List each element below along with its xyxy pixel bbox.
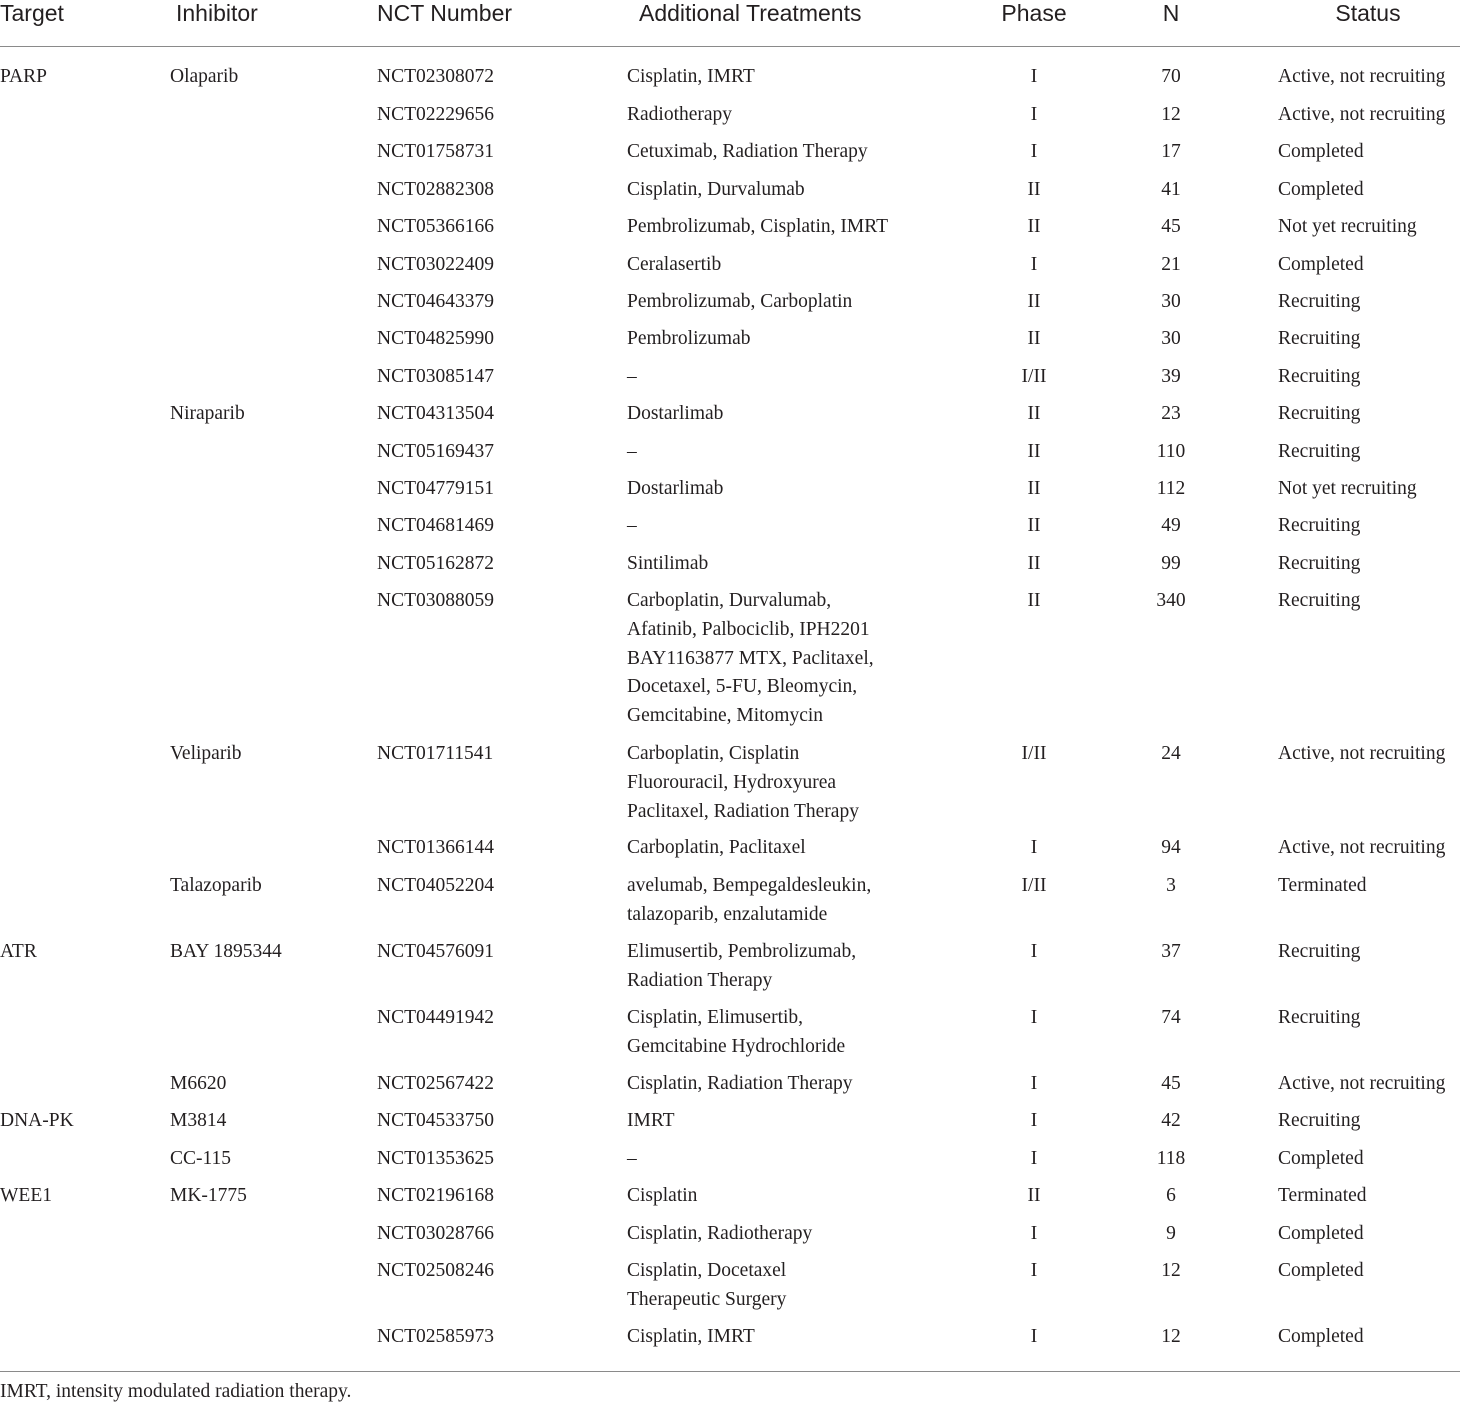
cell-additional-treatments: avelumab, Bempegaldesleukin, talazoparib, enzalutamide bbox=[627, 875, 872, 925]
cell-nct-number: NCT03085147 bbox=[377, 366, 494, 387]
cell-additional-treatments: Carboplatin, Paclitaxel bbox=[627, 837, 806, 858]
cell-status: Completed bbox=[1278, 179, 1364, 200]
cell-nct-number: NCT02508246 bbox=[377, 1260, 494, 1281]
cell-status: Not yet recruiting bbox=[1278, 478, 1417, 499]
cell-nct-number: NCT02882308 bbox=[377, 179, 494, 200]
cell-status: Recruiting bbox=[1278, 366, 1361, 387]
header-status: Status bbox=[1335, 0, 1401, 26]
cell-status: Recruiting bbox=[1278, 553, 1361, 574]
cell-phase: II bbox=[1027, 1185, 1041, 1206]
cell-additional-treatments: Cisplatin, IMRT bbox=[627, 66, 755, 87]
cell-target: PARP bbox=[0, 66, 47, 87]
cell-additional-treatments: Pembrolizumab, Cisplatin, IMRT bbox=[627, 216, 888, 237]
cell-nct-number: NCT05162872 bbox=[377, 553, 494, 574]
header-target: Target bbox=[0, 0, 64, 26]
cell-status: Recruiting bbox=[1278, 441, 1361, 462]
cell-n: 39 bbox=[1161, 366, 1181, 387]
cell-n: 3 bbox=[1166, 875, 1176, 896]
cell-nct-number: NCT04681469 bbox=[377, 515, 494, 536]
cell-additional-treatments: Dostarlimab bbox=[627, 478, 724, 499]
cell-inhibitor: MK-1775 bbox=[170, 1185, 247, 1206]
cell-phase: I/II bbox=[1021, 743, 1047, 764]
cell-status: Completed bbox=[1278, 141, 1364, 162]
cell-nct-number: NCT02308072 bbox=[377, 66, 494, 87]
cell-nct-number: NCT02196168 bbox=[377, 1185, 494, 1206]
cell-nct-number: NCT03028766 bbox=[377, 1223, 494, 1244]
cell-n: 45 bbox=[1161, 216, 1181, 237]
cell-status: Recruiting bbox=[1278, 403, 1361, 424]
cell-additional-treatments: IMRT bbox=[627, 1110, 675, 1131]
cell-status: Recruiting bbox=[1278, 515, 1361, 536]
cell-nct-number: NCT02585973 bbox=[377, 1326, 494, 1347]
cell-inhibitor: Talazoparib bbox=[170, 875, 262, 896]
cell-phase: I bbox=[1030, 1148, 1038, 1169]
cell-status: Active, not recruiting bbox=[1278, 743, 1446, 764]
header-n: N bbox=[1162, 0, 1180, 26]
cell-n: 12 bbox=[1161, 1260, 1181, 1281]
cell-nct-number: NCT03022409 bbox=[377, 254, 494, 275]
cell-phase: II bbox=[1027, 179, 1041, 200]
cell-nct-number: NCT03088059 bbox=[377, 590, 494, 611]
cell-additional-treatments: – bbox=[627, 1148, 637, 1169]
cell-additional-treatments: Cisplatin, IMRT bbox=[627, 1326, 755, 1347]
cell-status: Completed bbox=[1278, 1223, 1364, 1244]
cell-nct-number: NCT04576091 bbox=[377, 941, 494, 962]
cell-additional-treatments: – bbox=[627, 441, 637, 462]
cell-additional-treatments: Carboplatin, Durvalumab, Afatinib, Palbociclib, IPH2201 BAY1163877 MTX, Paclitaxel, Docetaxel, 5-FU, Bleomycin, Gemcitabine, Mitomycin bbox=[627, 590, 874, 727]
cell-n: 42 bbox=[1161, 1110, 1181, 1131]
cell-inhibitor: Niraparib bbox=[170, 403, 245, 424]
cell-additional-treatments: Ceralasertib bbox=[627, 254, 722, 275]
cell-additional-treatments: Cisplatin, Elimusertib, Gemcitabine Hydrochloride bbox=[627, 1007, 846, 1057]
cell-target: WEE1 bbox=[0, 1185, 52, 1206]
cell-status: Active, not recruiting bbox=[1278, 66, 1446, 87]
cell-nct-number: NCT02229656 bbox=[377, 104, 494, 125]
cell-status: Completed bbox=[1278, 1260, 1364, 1281]
cell-status: Active, not recruiting bbox=[1278, 837, 1446, 858]
cell-status: Recruiting bbox=[1278, 328, 1361, 349]
cell-phase: I/II bbox=[1021, 875, 1047, 896]
cell-additional-treatments: Sintilimab bbox=[627, 553, 709, 574]
cell-status: Recruiting bbox=[1278, 590, 1361, 611]
cell-phase: I bbox=[1030, 1260, 1038, 1281]
cell-nct-number: NCT01366144 bbox=[377, 837, 494, 858]
cell-phase: II bbox=[1027, 515, 1041, 536]
cell-nct-number: NCT01711541 bbox=[377, 743, 494, 764]
cell-n: 112 bbox=[1156, 478, 1186, 499]
cell-status: Recruiting bbox=[1278, 291, 1361, 312]
cell-n: 37 bbox=[1161, 941, 1181, 962]
cell-phase: II bbox=[1027, 328, 1041, 349]
cell-additional-treatments: Cisplatin, Docetaxel Therapeutic Surgery bbox=[627, 1260, 787, 1310]
cell-nct-number: NCT04491942 bbox=[377, 1007, 494, 1028]
cell-phase: II bbox=[1027, 291, 1041, 312]
cell-nct-number: NCT02567422 bbox=[377, 1073, 494, 1094]
table-bottom-divider bbox=[0, 1371, 1460, 1372]
cell-nct-number: NCT04533750 bbox=[377, 1110, 494, 1131]
cell-phase: I/II bbox=[1021, 366, 1047, 387]
cell-additional-treatments: Cisplatin, Radiotherapy bbox=[627, 1223, 813, 1244]
cell-status: Terminated bbox=[1278, 1185, 1367, 1206]
cell-phase: I bbox=[1030, 1223, 1038, 1244]
cell-n: 49 bbox=[1161, 515, 1181, 536]
cell-phase: I bbox=[1030, 66, 1038, 87]
cell-status: Recruiting bbox=[1278, 1007, 1361, 1028]
cell-nct-number: NCT04313504 bbox=[377, 403, 494, 424]
cell-phase: I bbox=[1030, 1110, 1038, 1131]
cell-additional-treatments: Cisplatin, Radiation Therapy bbox=[627, 1073, 853, 1094]
cell-phase: I bbox=[1030, 1326, 1038, 1347]
cell-phase: I bbox=[1030, 141, 1038, 162]
cell-target: DNA-PK bbox=[0, 1110, 74, 1131]
cell-additional-treatments: – bbox=[627, 515, 637, 536]
cell-inhibitor: M3814 bbox=[170, 1110, 227, 1131]
header-phase: Phase bbox=[1001, 0, 1067, 26]
cell-n: 74 bbox=[1161, 1007, 1181, 1028]
cell-phase: I bbox=[1030, 1073, 1038, 1094]
cell-inhibitor: Olaparib bbox=[170, 66, 239, 87]
cell-n: 6 bbox=[1166, 1185, 1176, 1206]
cell-status: Completed bbox=[1278, 1148, 1364, 1169]
cell-additional-treatments: Cisplatin, Durvalumab bbox=[627, 179, 805, 200]
cell-inhibitor: BAY 1895344 bbox=[170, 941, 282, 962]
cell-phase: I bbox=[1030, 837, 1038, 858]
cell-phase: II bbox=[1027, 478, 1041, 499]
cell-additional-treatments: Elimusertib, Pembrolizumab, Radiation Therapy bbox=[627, 941, 857, 991]
cell-phase: II bbox=[1027, 553, 1041, 574]
cell-inhibitor: Veliparib bbox=[170, 743, 242, 764]
cell-status: Recruiting bbox=[1278, 941, 1361, 962]
cell-nct-number: NCT04779151 bbox=[377, 478, 494, 499]
cell-phase: II bbox=[1027, 216, 1041, 237]
cell-status: Active, not recruiting bbox=[1278, 104, 1446, 125]
cell-inhibitor: M6620 bbox=[170, 1073, 227, 1094]
cell-phase: I bbox=[1030, 254, 1038, 275]
table-header-row bbox=[0, 0, 1460, 28]
cell-status: Not yet recruiting bbox=[1278, 216, 1417, 237]
cell-phase: I bbox=[1030, 104, 1038, 125]
cell-nct-number: NCT01353625 bbox=[377, 1148, 494, 1169]
cell-additional-treatments: Carboplatin, Cisplatin Fluorouracil, Hydroxyurea Paclitaxel, Radiation Therapy bbox=[627, 743, 859, 822]
cell-nct-number: NCT05169437 bbox=[377, 441, 494, 462]
header-divider bbox=[0, 46, 1460, 47]
cell-n: 17 bbox=[1161, 141, 1181, 162]
cell-n: 41 bbox=[1161, 179, 1181, 200]
cell-phase: II bbox=[1027, 441, 1041, 462]
cell-status: Completed bbox=[1278, 1326, 1364, 1347]
cell-n: 70 bbox=[1161, 66, 1181, 87]
cell-n: 24 bbox=[1161, 743, 1181, 764]
cell-target: ATR bbox=[0, 941, 37, 962]
cell-additional-treatments: Cetuximab, Radiation Therapy bbox=[627, 141, 868, 162]
header-inhibitor: Inhibitor bbox=[176, 0, 258, 26]
cell-n: 9 bbox=[1166, 1223, 1176, 1244]
cell-status: Active, not recruiting bbox=[1278, 1073, 1446, 1094]
cell-n: 110 bbox=[1156, 441, 1186, 462]
header-additional-treatments: Additional Treatments bbox=[639, 0, 862, 26]
cell-phase: I bbox=[1030, 941, 1038, 962]
table-footnote: IMRT, intensity modulated radiation therapy. bbox=[0, 1381, 352, 1402]
cell-additional-treatments: Pembrolizumab bbox=[627, 328, 751, 349]
cell-phase: II bbox=[1027, 403, 1041, 424]
cell-n: 12 bbox=[1161, 1326, 1181, 1347]
cell-nct-number: NCT01758731 bbox=[377, 141, 494, 162]
cell-nct-number: NCT04052204 bbox=[377, 875, 494, 896]
cell-status: Recruiting bbox=[1278, 1110, 1361, 1131]
cell-n: 21 bbox=[1161, 254, 1181, 275]
cell-additional-treatments: – bbox=[627, 366, 637, 387]
cell-additional-treatments: Radiotherapy bbox=[627, 104, 733, 125]
cell-additional-treatments: Dostarlimab bbox=[627, 403, 724, 424]
cell-phase: I bbox=[1030, 1007, 1038, 1028]
cell-inhibitor: CC-115 bbox=[170, 1148, 232, 1169]
cell-nct-number: NCT04643379 bbox=[377, 291, 494, 312]
header-nct-number: NCT Number bbox=[377, 0, 513, 26]
cell-n: 23 bbox=[1161, 403, 1181, 424]
cell-additional-treatments: Cisplatin bbox=[627, 1185, 698, 1206]
cell-n: 30 bbox=[1161, 291, 1181, 312]
cell-additional-treatments: Pembrolizumab, Carboplatin bbox=[627, 291, 853, 312]
cell-phase: II bbox=[1027, 590, 1041, 611]
cell-n: 99 bbox=[1161, 553, 1181, 574]
cell-n: 340 bbox=[1156, 590, 1186, 611]
cell-nct-number: NCT05366166 bbox=[377, 216, 494, 237]
cell-n: 45 bbox=[1161, 1073, 1181, 1094]
cell-n: 94 bbox=[1161, 837, 1181, 858]
cell-n: 30 bbox=[1161, 328, 1181, 349]
cell-status: Terminated bbox=[1278, 875, 1367, 896]
cell-n: 118 bbox=[1156, 1148, 1186, 1169]
cell-status: Completed bbox=[1278, 254, 1364, 275]
cell-nct-number: NCT04825990 bbox=[377, 328, 494, 349]
cell-n: 12 bbox=[1161, 104, 1181, 125]
